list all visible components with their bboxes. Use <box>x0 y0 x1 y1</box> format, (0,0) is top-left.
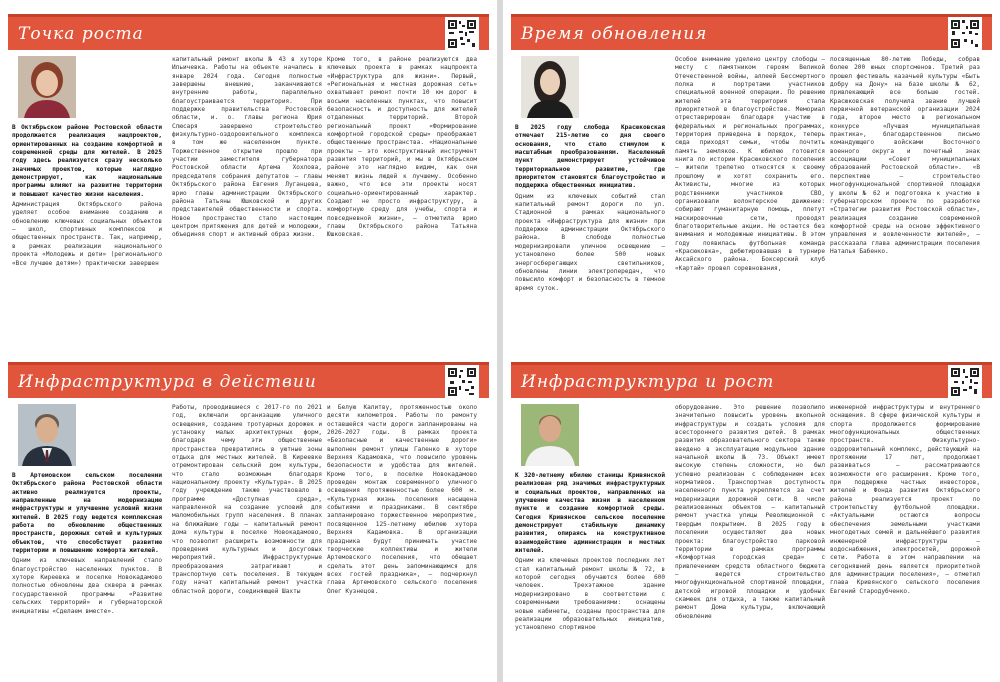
qr-code-icon <box>948 17 982 51</box>
column-1 <box>12 56 162 336</box>
column-2 <box>675 56 825 336</box>
column-2 <box>172 404 322 682</box>
body-text: Особое внимание уделено центру слободы — месту с памятником героям Великой Отечественной войны, аллеей Бессмертного полка и портретами участников специальной военной операции. По решению жителей эта территория стала приоритетной в благоустройстве. Мемориал отреставрирован благодаря участию в федеральных и региональных программах, территория приведена в порядок, теперь сюда приходят семьи, чтобы почтить память земляков. К юбилею готовится книга по истории Красюковского поселения — жители трепетно относятся к своему прошлому и хотят сохранить его. Активисты, многие из которых родственники участников СВО, организовали волонтерское движение: собирают гуманитарную помощь, плетут маскировочные сети, проводят благотворительные акции. Не остается без внимания и молодежные инициативы. В этом году появилась футбольная команда «Красюковка», дебютировавшая в турнире Аксайского района. Боксерский клуб «Картай» провел соревнования, <box>675 56 825 272</box>
portrait-photo <box>521 56 579 118</box>
body-text: Кроме того, в районе реализуются два ключевых проекта в рамках нацпроекта «Инфраструктура для жизни». Первый, «Региональная и местная дорожная сеть» охватывает ремонт почти 10 км дорог в восьми населенных пунктах, что повысит безопасность и доступность для жителей отдаленных территорий. Второй региональный проект «Формирование комфортной городской среды» преображает общественные пространства. «Национальные проекты — это конструктивный инструмент развития территорий, и мы в Октябрьском районе это наглядно видим, как они меняют жизнь людей к лучшему. Особенно важно, что все эти проекты носят социально-ориентированный характер. Создают не просто инфраструктуру, а комфортную среду для учебы, спорта и повседневной жизни», — отметила врио главы Октябрьского района Татьяна Юшковская. <box>327 56 477 239</box>
column-3 <box>327 404 477 682</box>
column-3 <box>327 56 477 336</box>
body-text: посвященные 80-летию Победы, собрав более 200 юных спортсменов. Третий раз прошел фестиваль казачьей культуры «Быть добру на Дону» на базе школы № 62, привлекающий все больше гостей. Красюковская получила звание лучшей первичной ветеранской организации 2024 года, второе место в региональном конкурсе «Лучшая муниципальная практика», благодарственное письмо командующего войсками Восточного военного округа и почетный знак ассоциации «Совет муниципальных образований Ростовской области». «В перспективе — строительство многофункциональной спортивной площадки у школы № 62 и подготовка к участию в губернаторском проекте по разработке «Стратегии развития Ростовской области», реализация создание современной комфортной среды на основе эффективного управления и вовлеченности жителей», — рассказала глава администрации поселения Наталья Бабенко. <box>830 56 980 255</box>
body-text: Одним из ключевых событий стал капитальный ремонт дороги по ул. Стадионной в рамках национального проекта «Инфраструктура для жизни» при поддержке администрации Октябрьского района. В слободе полностью модернизировали уличное освещение — установлено более 500 новых энергосберегающих светильников, обновлены линии электропередач, что повысило комфорт и безопасность в темное время суток. <box>515 192 665 292</box>
section-vremya-obnovleniya <box>503 0 1000 338</box>
body-text: и Белую Калитву, протяженностью около десяти километров. Работы по ремонту оставшейся части дороги запланированы на 2026-2027 годы. В рамках проекта «Безопасные и качественные дороги» выполнен ремонт улицы Галенко в хуторе Верхняя Кадамовка, что повысило уровень безопасности и удобства для жителей. Кроме того, в поселке Новокадамово проведен монтаж современного уличного освещения протяженностью более 600 м. «Культурная жизнь поселения насыщена событиями и праздниками. В сентябре запланировано торжественное мероприятие, посвященное 125-летнему юбилею хутора Верхняя Кадамовка. В организации праздника будут принимать участие творческие коллективы и жители Артемовского поселения, что обещает сделать этот день запоминающимся для всех гостей праздника», — подчеркнул глава Артемовского сельского поселения Олег Кузнецов. <box>327 404 477 595</box>
lead-paragraph: В Октябрьском районе Ростовской области продолжается реализация нацпроектов, ориентированных на создание комфортной и современной среды для жителей. В 2025 году здесь реализуется сразу несколько значимых проектов, которые наглядно демонстрируют, как национальные программы влияют на развитие территории и повышают качество жизни населения. <box>12 124 162 198</box>
section-title: Точка роста <box>18 24 144 44</box>
section-infrastruktura-i-rost <box>503 348 1000 682</box>
portrait-photo <box>521 404 579 466</box>
body-text: капитальный ремонт школы № 43 в хуторе Ильичевка. Работы на объекте начались в январе 2024 года. Сегодня полностью завершены внешние, заканчиваются внутренние работы, параллельно благоустраивается территория. При поддержке правительства Ростовской области, и. о. главы региона Юрия Слюсаря завершено строительство физкультурно-оздоровительного комплекса в том же населенном пункте. Торжественное открытие прошло при участии заместителя губернатора Ростовской области Артема Хохлова, председателя собрания депутатов — главы Октябрьского района Евгения Луганцева, врио главы администрации Октябрьского района Татьяны Юшковской и других представителей общественности и спорта. Новое пространство стало настоящим центром притяжения для детей и молодежи, объединяя спорт и активный образ жизни. <box>172 56 322 239</box>
section-title: Инфраструктура и рост <box>521 372 775 392</box>
body-text: Администрация Октябрьского района уделяет особое внимание созданию и обновлению ключевых социальных объектов — школ, спортивных комплексов и общественных пространств. Так, например, в рамках реализации национального проекта «Молодежь и дети» (регионального «Все лучшее детям») практически завершен <box>12 201 162 267</box>
qr-code-icon <box>445 365 479 399</box>
section-header <box>511 362 992 398</box>
column-3 <box>830 404 980 682</box>
column-1 <box>515 56 665 336</box>
column-2 <box>675 404 825 682</box>
lead-paragraph: В 2025 году слобода Красюковская отмечает 215-летие со дня своего основания, что стало стимулом к масштабным преобразованиям. Населенный пункт демонстрирует устойчивое территориальное развитие, где приоритетом становятся благоустройство и поддержка общественных инициатив. <box>515 124 665 190</box>
lead-paragraph: К 320-летнему юбилею станицы Кривянской реализован ряд значимых инфраструктурных и социальных проектов, направленных на улучшение качества жизни в населенном пункте и создание комфортной среды. Сегодня Кривянское сельское поселение демонстрирует стабильную динамику развития, опираясь на конструктивное взаимодействие администрации и местных жителей. <box>515 472 665 555</box>
right-page <box>503 0 1000 682</box>
column-1 <box>12 404 162 682</box>
column-2 <box>172 56 322 336</box>
body-text: Работы, проводившиеся с 2017-го по 2021 год, включали организацию уличного освещения, создание тротуарных дорожек и установку малых архитектурных форм, благодаря чему эти общественные пространства превратились в уютные зоны отдыха для местных жителей. В Киреевке отремонтирован сельский дом культуры, что стало возможным благодаря национальному проекту «Культура». В 2025 году учреждение также участвовало в программе «Доступная среда», направленной на создание условий для маломобильных групп населения. В планах на ближайшие годы — капитальный ремонт дома культуры в поселке Новокадамово, что позволит расширить возможности для проведения культурных и досуговых мероприятий. Инфраструктурные преобразования затрагивают и транспортную сеть поселения. В текущем году начат капитальный ремонт участка областной дороги, соединяющей Шахты <box>172 404 322 595</box>
section-tochka-rosta <box>0 0 497 338</box>
column-3 <box>830 56 980 336</box>
body-text: Одним из ключевых направлений стало благоустройство населенных пунктов. В хуторе Киреевка и поселке Новокадамово полностью обновлены два сквера в рамках государственной программы «Развитие сельских территорий» и губернаторской инициативы «Сделаем вместе». <box>12 557 162 615</box>
section-header <box>511 14 992 50</box>
lead-paragraph: В Артемовском сельском поселении Октябрьского района Ростовской области активно реализуются проекты, направленные на модернизацию инфраструктуры и улучшение условий жизни жителей. В 2025 году ведется комплексная работа по обновлению общественных пространств, дорожных сетей и культурных объектов, что способствует развитию территории и повышению комфорта жителей. <box>12 472 162 555</box>
body-text: Одним из ключевых проектов последних лет стал капитальный ремонт школы № 72, в которой сегодня обучаются более 600 человек. Трехэтажное здание модернизировано в соответствии с современными требованиями: оснащены новые кабинеты, созданы пространства для реализации образовательных инициатив, установлено спортивное <box>515 557 665 632</box>
portrait-photo <box>18 404 76 466</box>
section-header <box>8 362 489 398</box>
section-title: Время обновления <box>521 24 708 44</box>
left-page <box>0 0 497 682</box>
section-header <box>8 14 489 50</box>
column-1 <box>515 404 665 682</box>
portrait-photo <box>18 56 76 118</box>
qr-code-icon <box>948 365 982 399</box>
body-text: инженерной инфраструктуры и внутреннего оснащения. В сфере физической культуры и спорта продолжается формирование многофункциональных общественных пространств. Физкультурно-оздоровительный комплекс, действующий на протяжении 17 лет, продолжает развиваться — рассматриваются возможности его расширения. Кроме того, при поддержке частных инвесторов, жителей и Фонда развития Октябрьского района реализуется проект по строительству футбольной площадки. «Актуальными остаются вопросы обеспечения земельными участками многодетных семей и дальнейшего развития инженерной инфраструктуры — водоснабжения, электросетей, дорожной сети. Работа в этом направлении на сегодняшний день является приоритетной для администрации поселения», — отметил глава Кривянского сельского поселения Евгений Стародубченко. <box>830 404 980 595</box>
section-title: Инфраструктура в действии <box>18 372 317 392</box>
section-infrastruktura-v-deystvii <box>0 348 497 682</box>
qr-code-icon <box>445 17 479 51</box>
body-text: оборудование. Это решение позволило значительно повысить уровень школьной инфраструктуры и создать условия для всестороннего развития детей. В рамках развития образовательного сектора также введено в эксплуатацию модульное здание начальной школы № 73. Объект имеет высокую степень сложности, но был успешно реализован с соблюдением всех нормативов. Транспортная доступность населенного пункта укрепляется за счет модернизации дорожной сети. В числе реализованных объектов — капитальный ремонт участка улицы Революционной с твердым покрытием. В 2025 году в поселении осуществляют два новых проекта: благоустройство парковой территории в рамках программы «Комфортная городская среда» с привлечением средств областного бюджета — ведется строительство многофункциональной спортивной площадки, детской игровой площадки и удобных скамеек для отдыха, а также капитальный ремонт Дома культуры, включающий обновление <box>675 404 825 620</box>
